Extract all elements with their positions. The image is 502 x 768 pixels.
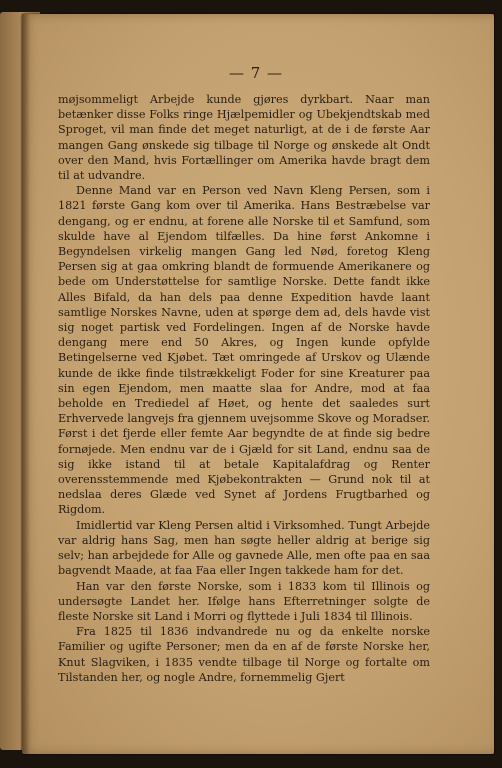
paragraph-3: Imidlertid var Kleng Persen altid i Virksomhed. Tungt Arbejde var aldrig hans Sag, men han søgte heller aldrig at berige sig selv; han arbejdede for Alle og gavnede Alle, men ofte paa en saa bagvendt Maade, at faa Faa eller Ingen takkede ham for det. xyxy=(58,518,430,578)
body-text xyxy=(58,92,430,685)
paragraph-5: Fra 1825 til 1836 indvandrede nu og da enkelte norske Familier og ugifte Personer; men da en af de første Norske her, Knut Slagviken, i 1835 vendte tilbage til Norge og fortalte om Tilstanden her, og nogle Andre, fornemmelig Gjert xyxy=(58,625,430,684)
paragraph-4: Han var den første Norske, som i 1833 kom til Illinois og undersøgte Landet her. Ifølge hans Efterretninger solgte de fleste Norske sit Land i Morri og flyttede i Juli 1834 til Illinois. xyxy=(58,579,430,623)
paragraph-1: møjsommeligt Arbejde kunde gjøres dyrkbart. Naar man betænker disse Folks ringe Hjælpemidler og Ubekjendtskab med Sproget, vil man finde det meget naturligt, at de i de første Aar mangen Gang ønskede sig tilbage til Norge og ønskede alt Ondt over den Mand, hvis Fortællinger om Amerika havde bragt dem til at udvandre. xyxy=(58,93,430,183)
page-number: — 7 — xyxy=(228,64,284,82)
paragraph-2: Denne Mand var en Person ved Navn Kleng Persen, som i 1821 første Gang kom over til Amerika. Hans Bestræbelse var dengang, og er endnu, at forene alle Norske til et Samfund, som skulde have al Ejendom tilfælles. Da hine først Ankomne i Begyndelsen virkelig mangen Gang led Nød, foretog Kleng Persen sig at gaa omkring blandt de formuende Amerikanere og bede om Understøttelse for samtlige Norske. Dette fandt ikke Alles Bifald, da han dels paa denne Expedition havde laant samtlige Norskes Navne, uden at spørge dem ad, dels havde vist sig noget partisk ved Fordelingen. Ingen af de Norske havde dengang mere end 50 Akres, og Ingen kunde opfylde Betingelserne ved Kjøbet. Tæt omringede af Urskov og Ulænde kunde de ikke finde tilstrækkeligt Foder for sine Kreaturer paa sin egen Ejendom, men maatte slaa for Andre, mod at faa beholde en Trediedel af Høet, og hente det saaledes surt Erhvervede langvejs fra gjennem uvejsomme Skove og Moradser. Først i det fjerde eller femte Aar begyndte de at finde sig bedre fornøjede. Men endnu var de i Gjæld for sit Land, endnu saa de sig ikke istand til at betale Kapitalafdrag og Renter overensstemmende med Kjøbekontrakten — Grund nok til at nedslaa deres Glæde ved Synet af Jordens Frugtbarhed og Rigdom. xyxy=(58,184,430,517)
page-gutter-shadow xyxy=(22,14,30,754)
